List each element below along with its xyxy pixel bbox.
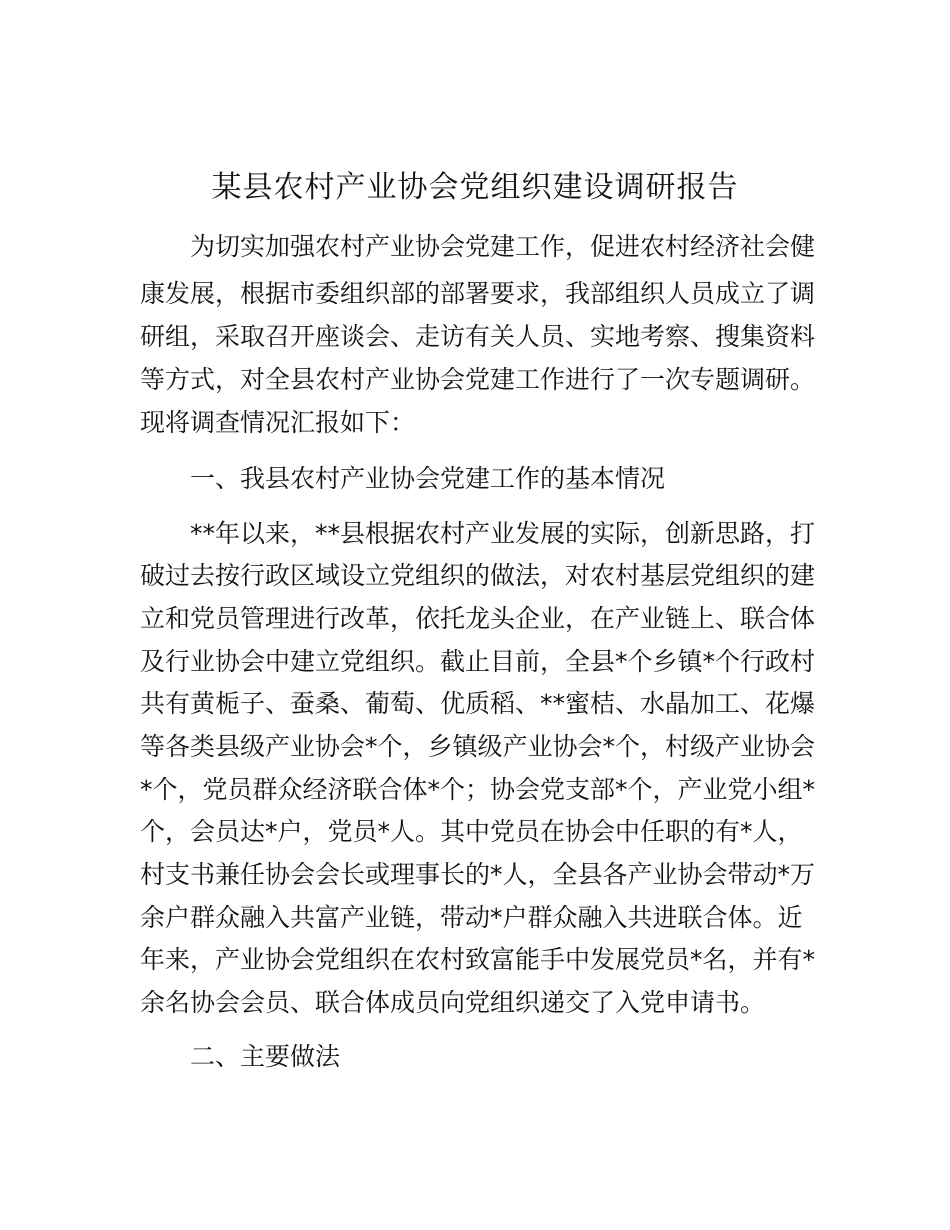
paragraph-line: 现将调查情况汇报如下： (140, 408, 416, 437)
paragraph-line: *个，党员群众经济联合体*个；协会党支部*个，产业党小组* (140, 775, 816, 804)
paragraph-line: 个，会员达*户，党员*人。其中党员在协会中任职的有*人， (140, 817, 803, 846)
paragraph-line: 年来，产业协会党组织在农村致富能手中发展党员*名，并有* (140, 945, 816, 974)
paragraph-line: 村支书兼任协会会长或理事长的*人，全县各产业协会带动*万 (140, 860, 816, 889)
paragraph-line: 余名协会会员、联合体成员向党组织递交了入党申请书。 (140, 988, 766, 1017)
paragraph-line: 康发展，根据市委组织部的部署要求，我部组织人员成立了调 (140, 279, 816, 308)
paragraph-line: 等各类县级产业协会*个，乡镇级产业协会*个，村级产业协会 (140, 732, 816, 761)
paragraph-line: 破过去按行政区域设立党组织的做法，对农村基层党组织的建 (140, 561, 816, 590)
paragraph-line: 等方式，对全县农村产业协会党建工作进行了一次专题调研。 (140, 365, 816, 394)
paragraph-line: 共有黄栀子、蚕桑、葡萄、优质稻、**蜜桔、水晶加工、花爆 (140, 689, 816, 718)
paragraph-line: 及行业协会中建立党组织。截止目前，全县*个乡镇*个行政村 (140, 647, 816, 676)
section-heading: 二、主要做法 (190, 1042, 341, 1071)
document-title: 某县农村产业协会党组织建设调研报告 (211, 170, 739, 205)
paragraph-line: 为切实加强农村产业协会党建工作，促进农村经济社会健 (190, 232, 816, 261)
paragraph-line: 研组，采取召开座谈会、走访有关人员、实地考察、搜集资料 (140, 322, 816, 351)
paragraph-line: 立和党员管理进行改革，依托龙头企业，在产业链上、联合体 (140, 604, 816, 633)
paragraph-line: **年以来，**县根据农村产业发展的实际，创新思路，打 (190, 519, 816, 548)
paragraph-line: 余户群众融入共富产业链，带动*户群众融入共进联合体。近 (140, 903, 803, 932)
section-heading: 一、我县农村产业协会党建工作的基本情况 (190, 464, 666, 493)
